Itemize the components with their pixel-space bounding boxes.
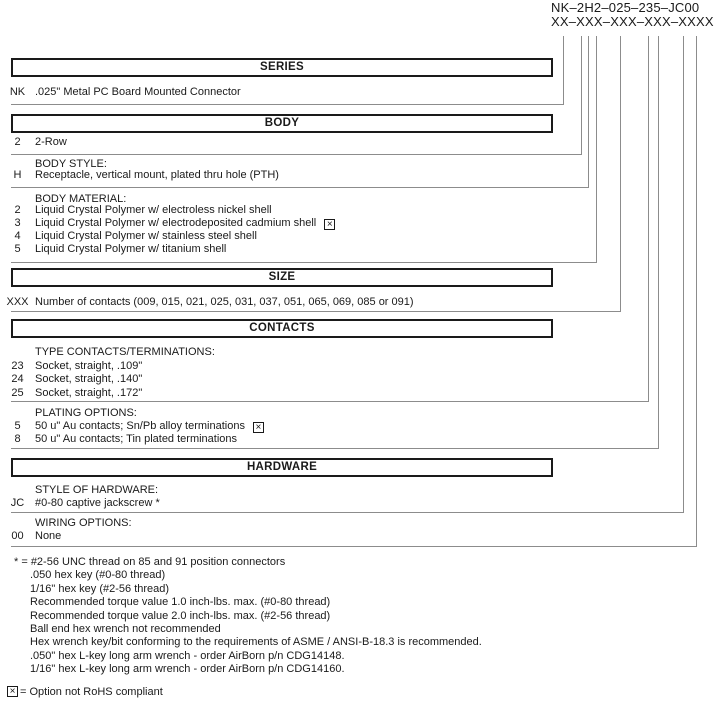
option-desc: Liquid Crystal Polymer w/ electroless nickel shell [35,203,272,216]
option-desc: .025" Metal PC Board Mounted Connector [35,86,241,98]
option-row-contacts-23 [0,360,717,373]
option-code: 3 [14,216,21,229]
option-row-plating-5 [0,420,717,433]
option-desc: Socket, straight, .140" [35,373,143,386]
section-header-size: SIZE [11,268,553,287]
option-desc: 50 u" Au contacts; Tin plated terminations [35,432,238,445]
option-row-contacts-25 [0,387,717,400]
option-desc: #0-80 captive jackscrew * [35,497,160,509]
group-title-contact-type [0,346,717,359]
option-row-wiring-00 [0,530,717,543]
option-code: JC [10,497,25,509]
option-row-size-xxx [0,296,717,309]
option-row-material-5 [0,243,717,256]
option-code: 5 [14,243,21,256]
option-code: 24 [11,373,24,386]
section-header-body: BODY [11,114,553,133]
section-header-hardware: HARDWARE [11,458,553,477]
option-desc: Socket, straight, .109" [35,360,143,372]
option-code: 5 [14,419,21,432]
option-code: 8 [14,432,21,445]
not-rohs-icon [253,422,264,433]
option-code: XXX [6,296,29,308]
option-row-material-2 [0,204,717,217]
option-desc: Number of contacts (009, 015, 021, 025, 031, 037, 051, 065, 069, 085 or 091) [35,296,414,308]
footnote-line: 1/16" hex key (#2-56 thread) [30,582,170,595]
not-rohs-icon [7,686,18,697]
group-title: BODY STYLE: [35,158,107,170]
group-title: PLATING OPTIONS: [35,407,137,419]
group-title: STYLE OF HARDWARE: [35,484,159,496]
option-row-material-3 [0,217,717,230]
option-code: H [13,169,22,181]
option-desc: None [35,530,62,542]
footnote-line: * = #2-56 UNC thread on 85 and 91 position connectors [14,556,286,568]
footnote-line: 1/16" hex L-key long arm wrench - order AirBorn p/n CDG14160. [30,663,345,676]
option-row-body-2row [0,136,717,149]
part-number-example: NK–2H2–025–235–JC00 [551,0,700,15]
group-title: TYPE CONTACTS/TERMINATIONS: [35,346,215,358]
option-code: 2 [14,203,21,216]
group-title-plating [0,407,717,420]
section-header-contacts: CONTACTS [11,319,553,338]
section-header-series: SERIES [11,58,553,77]
group-title-wiring [0,517,717,530]
option-desc: Liquid Crystal Polymer w/ titanium shell [35,243,227,256]
option-desc: Socket, straight, .172" [35,386,143,399]
footnote-line: Recommended torque value 2.0 inch-lbs. max. (#2-56 thread) [30,609,331,622]
option-desc: 50 u" Au contacts; Sn/Pb alloy terminations× [35,420,264,433]
option-row-material-4 [0,230,717,243]
option-row-contacts-24 [0,373,717,386]
footnote-line: Hex wrench key/bit conforming to the requirements of ASME / ANSI-B-18.3 is recommended. [30,636,482,649]
option-code: 2 [14,136,21,148]
legend-text: = Option not RoHS compliant [20,686,163,698]
footnote-line: Ball end hex wrench not recommended [30,623,221,636]
option-row-plating-8 [0,433,717,446]
group-title-hardware-style [0,484,717,497]
option-desc: 2-Row [35,136,67,148]
legend-not-rohs [0,686,717,699]
footnote-line: .050 hex key (#0-80 thread) [30,569,166,582]
footnote-line: .050" hex L-key long arm wrench - order AirBorn p/n CDG14148. [30,649,345,662]
footnote-line: Recommended torque value 1.0 inch-lbs. max. (#0-80 thread) [30,596,331,609]
option-desc: Liquid Crystal Polymer w/ electrodeposited cadmium shell× [35,217,335,230]
option-code: 25 [11,386,24,399]
option-code: 4 [14,230,21,243]
option-code: 23 [11,360,24,372]
option-desc: Liquid Crystal Polymer w/ stainless steel shell [35,230,257,243]
option-code: 00 [11,530,24,542]
option-row-series-nk [0,86,717,99]
part-number-mask: XX–XXX–XXX–XXX–XXXX [551,14,714,29]
option-row-body-style-h [0,169,717,182]
option-code: NK [9,86,26,98]
footnotes [14,556,482,677]
group-title: BODY MATERIAL: [35,193,127,205]
option-row-hardware-jc [0,497,717,510]
group-title: WIRING OPTIONS: [35,517,132,529]
option-desc: Receptacle, vertical mount, plated thru hole (PTH) [35,169,279,181]
not-rohs-icon [324,219,335,230]
